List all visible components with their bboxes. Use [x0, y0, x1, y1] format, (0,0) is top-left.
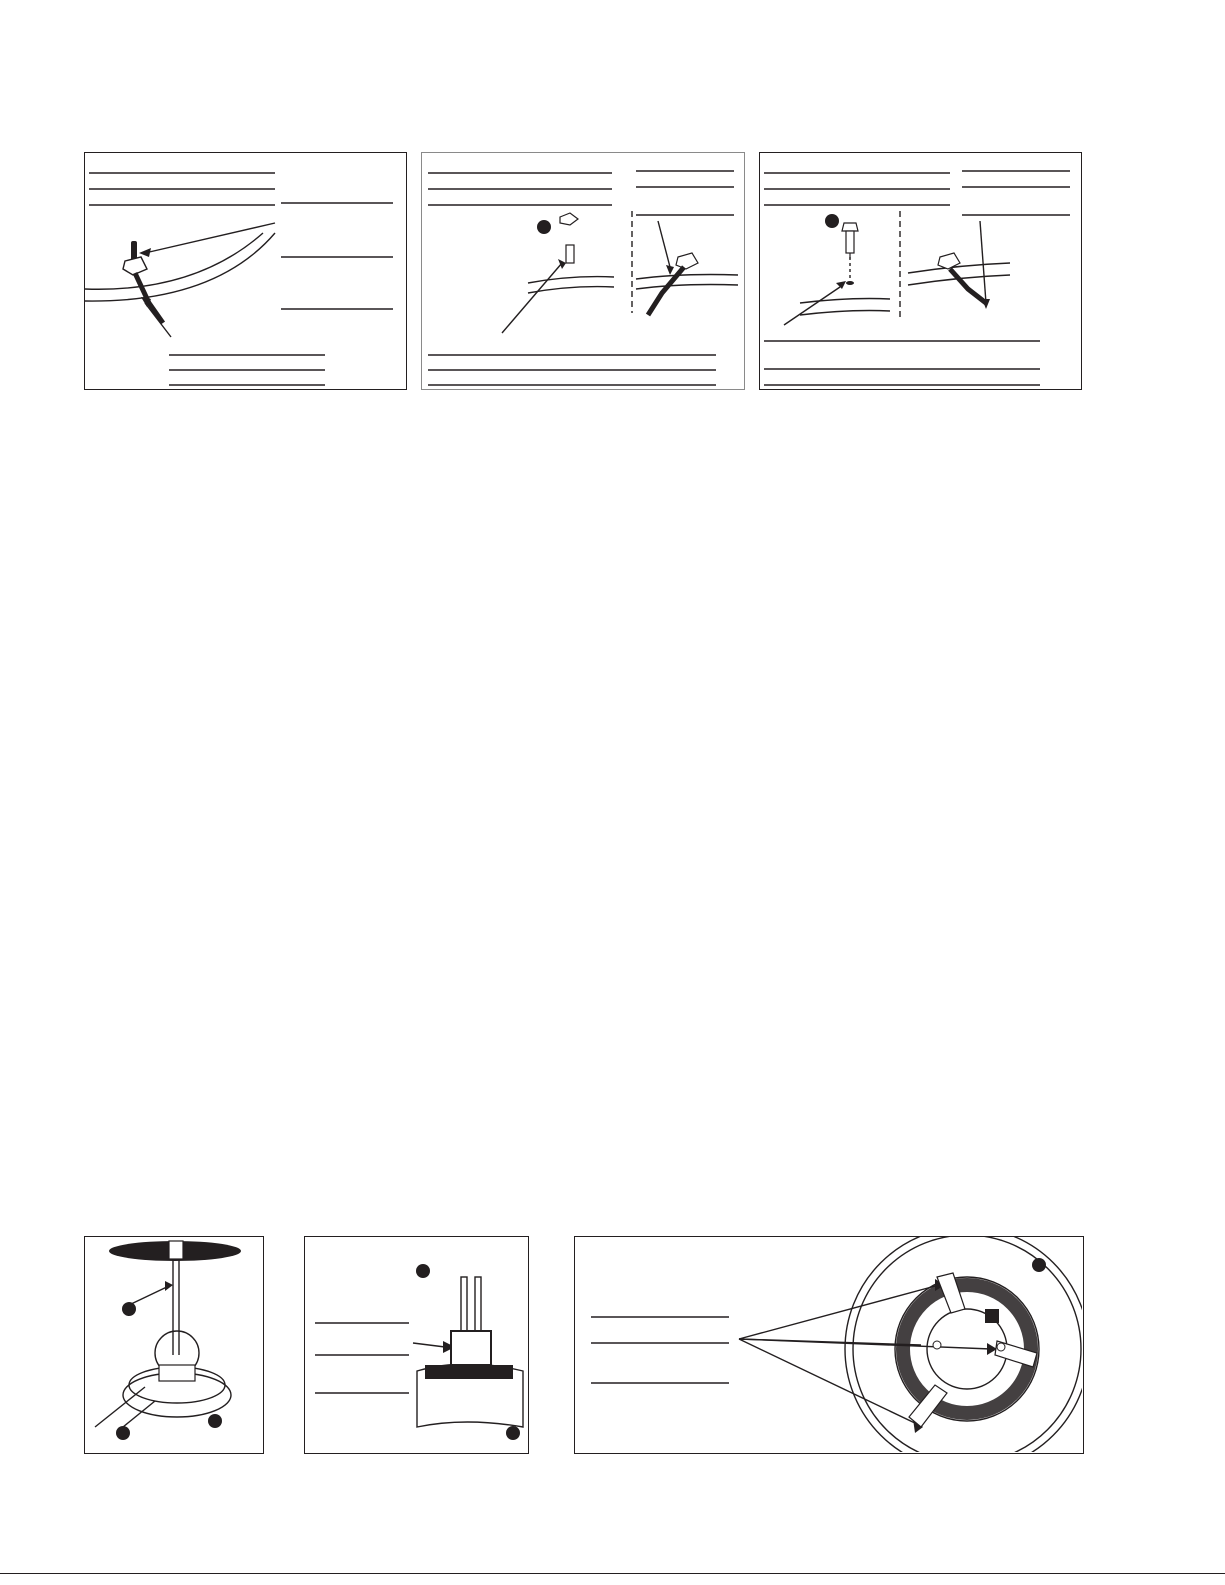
step-dot-icon: [208, 1414, 222, 1428]
panel-6-canopy-brackets: [574, 1236, 1084, 1454]
panel-5-illustration: [305, 1237, 527, 1452]
arrow-icon: [139, 248, 151, 257]
panel-3-illustration: [760, 153, 1080, 388]
step-dot-icon: [416, 1264, 430, 1278]
screw-icon: [842, 223, 858, 259]
panel-2-nut-stud: [421, 152, 745, 390]
panel-2-illustration: [422, 153, 743, 388]
hex-nut-icon: [560, 213, 578, 225]
screw-icon: [566, 245, 574, 263]
arrow-icon: [666, 265, 674, 275]
arrow-icon: [836, 281, 846, 289]
step-dot-icon: [116, 1426, 130, 1440]
panel-5-connector: [304, 1236, 529, 1454]
step-dot-icon: [537, 220, 551, 234]
cable-icon: [648, 253, 698, 315]
step-dot-icon: [506, 1426, 520, 1440]
step-dot-icon: [825, 214, 839, 228]
panel-3-lag-screw: [759, 152, 1082, 390]
page-bottom-rule: [0, 1573, 1225, 1574]
panel-1-illustration: [85, 153, 405, 388]
panel-1-cable-clip: [84, 152, 407, 390]
step-dot-icon: [122, 1302, 136, 1316]
panel-4-pendant-assembly: [84, 1236, 264, 1454]
arrow-icon: [165, 1281, 173, 1291]
panel-4-illustration: [85, 1237, 262, 1452]
panel-6-illustration: [575, 1237, 1082, 1452]
arrow-icon: [558, 259, 566, 269]
